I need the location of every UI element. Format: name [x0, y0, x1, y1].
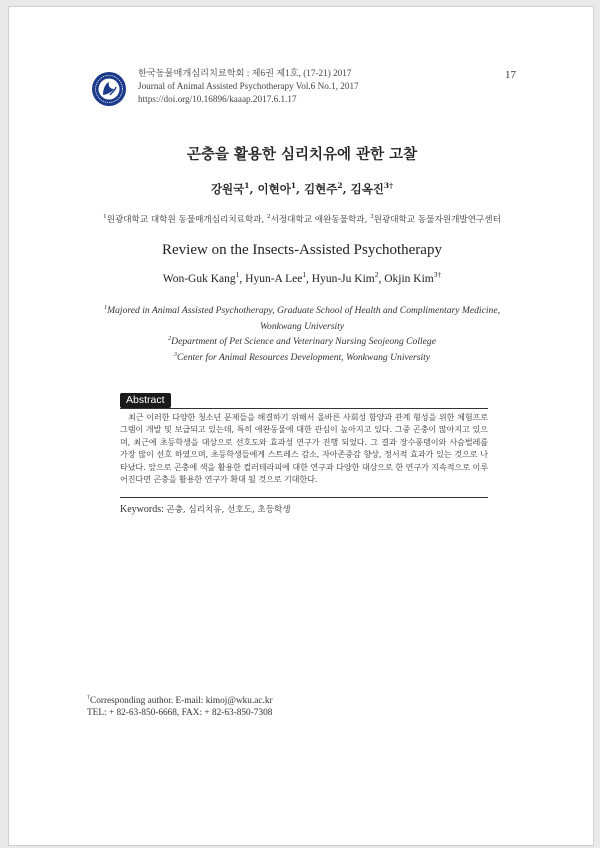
keywords-values: 곤충, 심리치유, 선호도, 초등학생	[166, 505, 291, 515]
journal-name-kr: 한국동물매개심리치료학회 : 제6권 제1호, (17-21) 2017	[138, 68, 352, 78]
page-number: 17	[505, 69, 516, 81]
author: Hyun-A Lee$^1$,	[245, 270, 312, 285]
author-email-line: Corresponding author. E-mail: kimoj@wku.ac.kr	[90, 696, 273, 706]
title-english: Review on the Insects-Assisted Psychotherapy	[162, 242, 442, 258]
abstract-text: 최근 이러한 다양한 청소년 문제들을 해결하기 위해서 올바른 사회성 함양과 관계 형성을 위한 체험프로그램이 개발 및 보급되고 있는데, 특히 애완동물에 대한 관심이 높아지고 있다. 그중 곤충이 많아지고 있으며, 최근에 초등학생을 대상으로 선호도와 효과성 연구가 진행 되었다. 그 결과 장수풍뎅이와 사슴벌레를 가장 많이 선호 하였으며, 초등학생들에게 스트레스 감소, 자아존중감 향상, 정서적 효과가 있는 것으로 나타났다. 앞으로 곤충에 색을 활용한 컬러테라피에 대한 연구과 다양한 대상으로 한 연구가 지속적으로 이루어진다면 곤충을 활용한 연구가 확대 될 것으로 기대한다.	[120, 412, 488, 485]
journal-header	[138, 67, 359, 106]
authors-korean	[9, 181, 595, 197]
doi-link[interactable]: https://doi.org/10.16896/kaaap.2017.6.1.17	[138, 94, 297, 104]
corresponding-author-footnote	[87, 695, 273, 719]
affiliation: $^1$Majored in Animal Assisted Psychotherapy, Graduate School of Health and Complimentary Medicine,	[104, 303, 500, 316]
affiliation: $^3$Center for Animal Resources Development, Wonkwang University	[173, 350, 431, 363]
author: 김옥진$^{3\dagger}$	[350, 181, 394, 196]
author: Hyun-Ju Kim$^2$,	[311, 270, 385, 285]
affiliation: $^2$서정대학교 애완동물학과,	[267, 214, 371, 225]
authors-english	[9, 270, 595, 285]
affiliation: Wonkwang University	[259, 320, 345, 332]
title-korean: 곤충을 활용한 심리치유에 관한 고찰	[186, 146, 418, 163]
society-logo-icon	[91, 71, 127, 107]
affiliations-english	[9, 303, 595, 365]
paper-page	[8, 6, 594, 846]
keywords-label: Keywords:	[120, 504, 164, 515]
author: 강원국$^1$,	[210, 181, 258, 196]
dagger-mark: †	[87, 694, 91, 701]
affiliation: $^2$Department of Pet Science and Veterinary Nursing Seojeong College	[168, 334, 436, 347]
affiliation: $^3$원광대학교 동물자원개발연구센터	[370, 214, 501, 225]
journal-name-en: Journal of Animal Assisted Psychotherapy Vol.6 No.1, 2017	[138, 81, 359, 91]
affiliation: $^1$원광대학교 대학원 동물매개심리치료학과,	[103, 214, 267, 225]
keywords	[120, 503, 291, 515]
author: 이현아$^1$,	[257, 181, 305, 196]
author: Okjin Kim$^{3\dagger}$	[384, 270, 442, 285]
contact-line: TEL: + 82-63-850-6668, FAX: + 82-63-850-7308	[87, 708, 273, 718]
author: Won-Guk Kang$^1$,	[162, 270, 246, 285]
abstract-label: Abstract	[120, 393, 171, 408]
affiliations-korean	[9, 213, 595, 225]
author: 김현주$^2$,	[304, 181, 351, 196]
